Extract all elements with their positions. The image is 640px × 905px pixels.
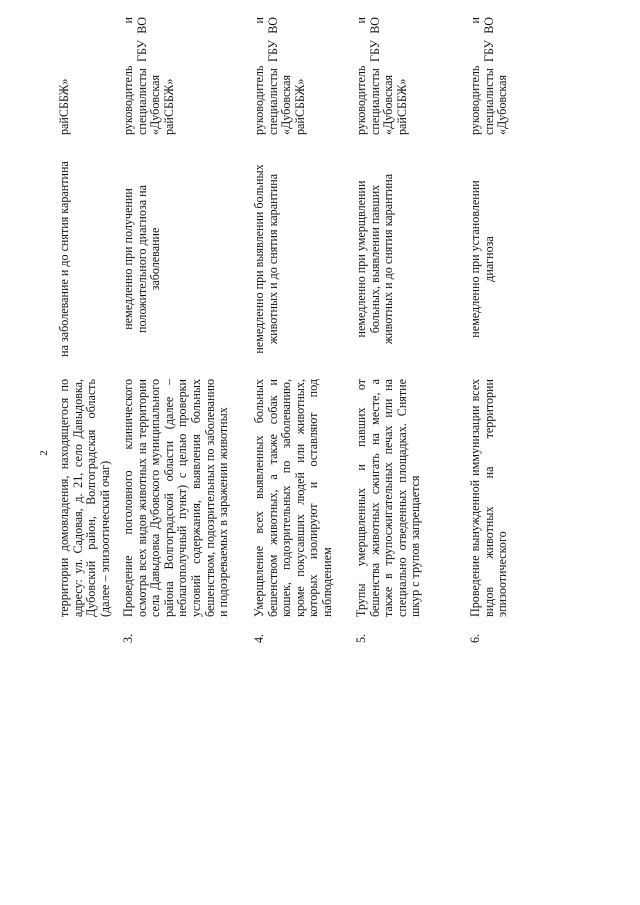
measure-responsible: руководитель и специалисты ГБУ ВО «Дубовская райСББЖ»	[121, 17, 176, 135]
measure-text: Проведение поголовного клинического осмотра всех видов животных на территории села Давыдовка Дубовского муниципального района Волгоградской области (далее – неблагополучный пункт) с целью проверки условий содержания, выявления больных бешенством, подозрительных по заболеванию и подозреваемых в заражении животных	[121, 379, 231, 617]
page-number: 2	[38, 450, 50, 456]
table-row	[469, 0, 510, 905]
measure-term: на заболевание и до снятия карантина	[57, 161, 71, 357]
table-row	[122, 0, 231, 905]
measure-text: Умерщвление всех выявленных больных бешенством животных, а также собак и кошек, подозрительных по заболеванию, кроме покусавших людей или животных, которых изолируют и оставляют под наблюдением	[252, 379, 334, 617]
row-number: 5.	[354, 633, 368, 643]
measure-text: территории домовладения, находящегося по адресу: ул. Садовая, д. 21, село Давыдовка, Дубовский район, Волгоградская область (далее – эпизоотический очаг)	[57, 379, 112, 617]
measure-term: немедленно при выявлении больных животных и до снятия карантина	[252, 164, 280, 354]
row-number: 6.	[468, 633, 482, 643]
measure-term: немедленно при установлении диагноза	[468, 180, 496, 338]
measure-text: Проведение вынужденной иммунизации всех видов животных на территории эпизоотического	[468, 379, 510, 617]
row-number: 3.	[121, 633, 135, 643]
measure-term: немедленно при получении положительного диагноза на заболевание	[121, 185, 163, 333]
measure-responsible: руководитель и специалисты ГБУ ВО «Дубовская райСББЖ»	[252, 17, 307, 135]
measure-responsible: руководитель и специалисты ГБУ ВО «Дубовская	[468, 17, 510, 135]
table-row	[253, 0, 335, 905]
measure-text: Трупы умерщвленных и павших от бешенства животных сжигать на месте, а также в трупосжигательных печах или на специально отведенных площадках. Снятие шкур с трупов запрещается	[354, 379, 423, 617]
row-number: 4.	[252, 633, 266, 643]
table-row	[355, 0, 423, 905]
table-row	[58, 0, 112, 905]
measure-responsible: руководитель и специалисты ГБУ ВО «Дубовская райСББЖ»	[354, 17, 409, 135]
measure-term: немедленно при умерщвлении больных, выявлении павших животных и до снятия карантина	[354, 173, 396, 345]
measure-responsible: райСББЖ»	[57, 78, 71, 135]
